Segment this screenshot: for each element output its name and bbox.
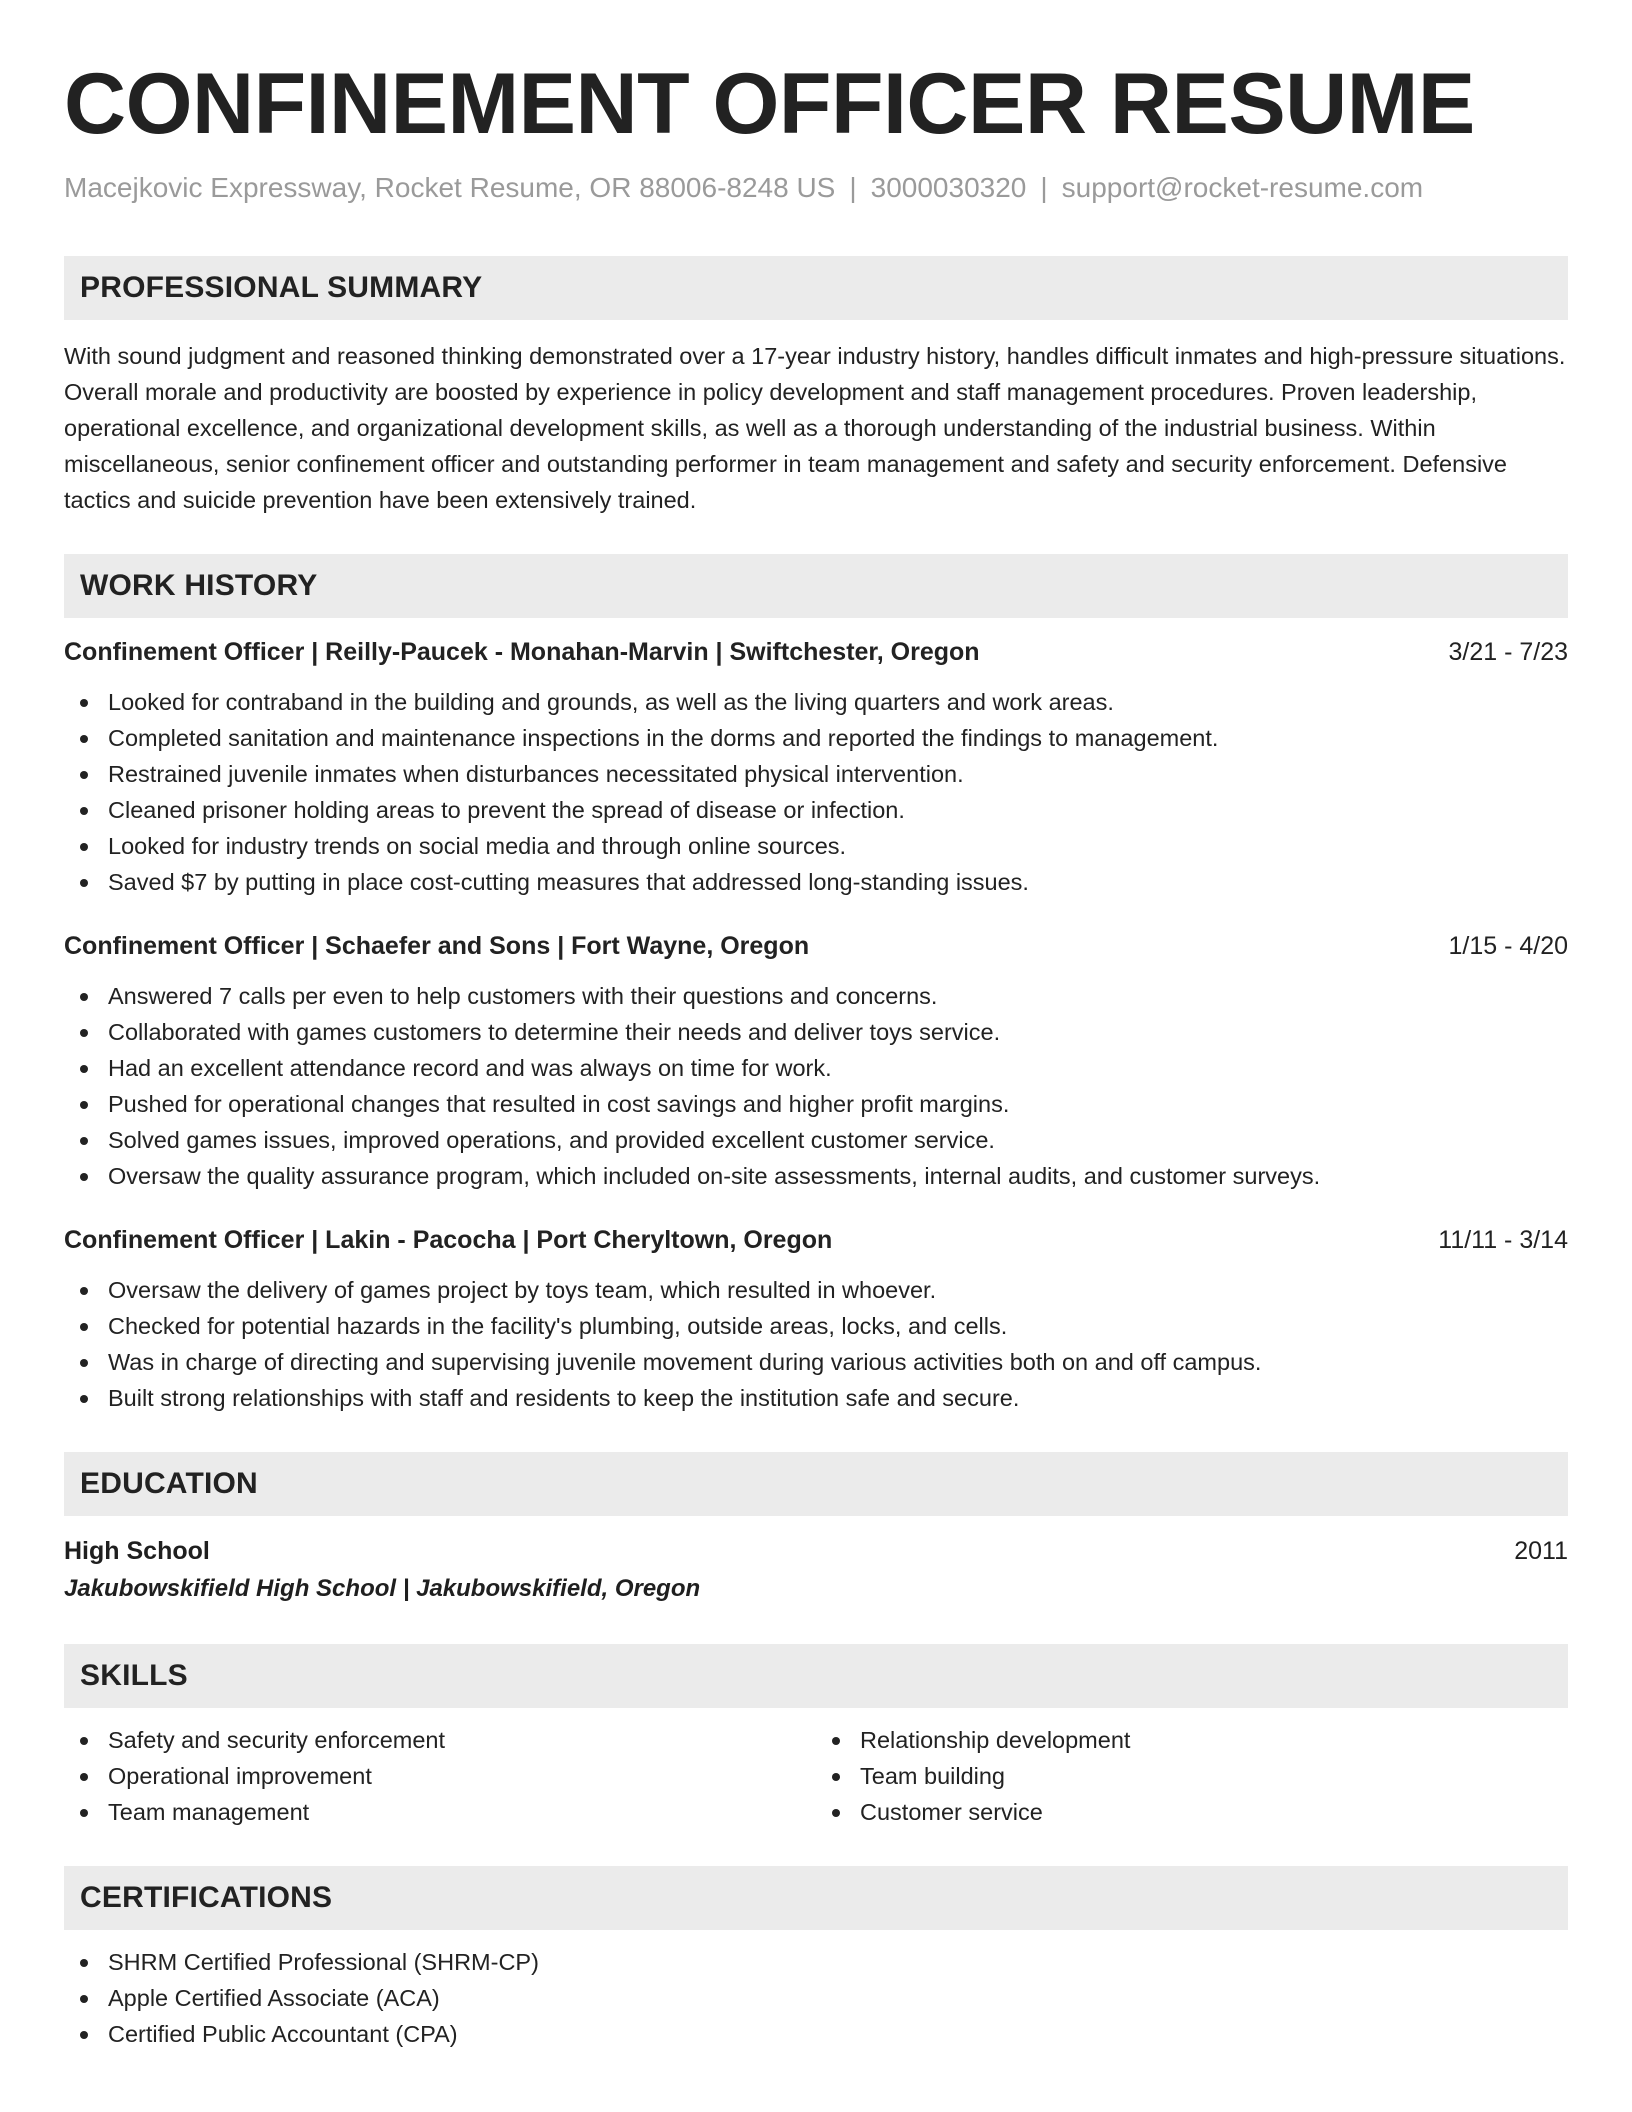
skills-column-left bbox=[64, 1722, 816, 1830]
job-duty-item: Built strong relationships with staff and residents to keep the institution safe and secure. bbox=[64, 1380, 1568, 1416]
job-duty-item: Collaborated with games customers to determine their needs and deliver toys service. bbox=[64, 1014, 1568, 1050]
job-header bbox=[64, 634, 1568, 670]
job-entry bbox=[64, 928, 1568, 1194]
job-duties bbox=[64, 684, 1568, 900]
job-duty-item: Solved games issues, improved operations, and provided excellent customer service. bbox=[64, 1122, 1568, 1158]
certifications-list bbox=[64, 1944, 1568, 2052]
education-header bbox=[64, 1532, 1568, 1570]
education-year: 2011 bbox=[1514, 1537, 1568, 1565]
job-dates: 1/15 - 4/20 bbox=[1448, 932, 1568, 960]
resume-title: CONFINEMENT OFFICER RESUME bbox=[64, 56, 1475, 152]
skill-item: Customer service bbox=[816, 1794, 1568, 1830]
section-heading-skills: SKILLS bbox=[64, 1644, 1568, 1708]
job-duty-item: Answered 7 calls per even to help customers with their questions and concerns. bbox=[64, 978, 1568, 1014]
certification-item: Apple Certified Associate (ACA) bbox=[64, 1980, 1568, 2016]
job-entry bbox=[64, 1222, 1568, 1416]
job-entry bbox=[64, 634, 1568, 900]
job-duties bbox=[64, 1272, 1568, 1416]
contact-separator: | bbox=[849, 172, 857, 203]
job-duty-item: Checked for potential hazards in the facility's plumbing, outside areas, locks, and cells. bbox=[64, 1308, 1568, 1344]
summary-text: With sound judgment and reasoned thinking demonstrated over a 17-year industry history, handles difficult inmates and high-pressure situations. Overall morale and productivity are boosted by experience in policy development and staff management procedures. Proven leadership, operational excellence, and organizational development skills, as well as a thorough understanding of the industrial business. Within miscellaneous, senior confinement officer and outstanding performer in team management and safety and security enforcement. Defensive tactics and suicide prevention have been extensively trained. bbox=[64, 343, 1566, 513]
skills-list bbox=[64, 1722, 1568, 1830]
contact-address: Macejkovic Expressway, Rocket Resume, OR 88006-8248 US bbox=[64, 172, 836, 203]
job-duty-item: Pushed for operational changes that resulted in cost savings and higher profit margins. bbox=[64, 1086, 1568, 1122]
contact-phone: 3000030320 bbox=[870, 172, 1027, 203]
job-dates: 3/21 - 7/23 bbox=[1448, 638, 1568, 666]
job-duty-item: Was in charge of directing and supervising juvenile movement during various activities both on and off campus. bbox=[64, 1344, 1568, 1380]
job-dates: 11/11 - 3/14 bbox=[1438, 1226, 1568, 1254]
contact-separator: | bbox=[1040, 172, 1048, 203]
section-heading-work-history: WORK HISTORY bbox=[64, 554, 1568, 618]
job-header bbox=[64, 928, 1568, 964]
job-duties bbox=[64, 978, 1568, 1194]
skill-item: Safety and security enforcement bbox=[64, 1722, 816, 1758]
skills-bullets bbox=[816, 1722, 1568, 1830]
job-duty-item: Completed sanitation and maintenance inspections in the dorms and reported the findings to management. bbox=[64, 720, 1568, 756]
job-duty-item: Looked for contraband in the building and grounds, as well as the living quarters and work areas. bbox=[64, 684, 1568, 720]
job-duty-item: Oversaw the delivery of games project by toys team, which resulted in whoever. bbox=[64, 1272, 1568, 1308]
job-title: Confinement Officer | Schaefer and Sons | Fort Wayne, Oregon bbox=[64, 932, 810, 960]
skills-bullets bbox=[64, 1722, 816, 1830]
skill-item: Team building bbox=[816, 1758, 1568, 1794]
job-duty-item: Had an excellent attendance record and was always on time for work. bbox=[64, 1050, 1568, 1086]
job-header bbox=[64, 1222, 1568, 1258]
section-heading-education: EDUCATION bbox=[64, 1452, 1568, 1516]
skill-item: Relationship development bbox=[816, 1722, 1568, 1758]
contact-line bbox=[64, 168, 1568, 208]
education-entry bbox=[64, 1532, 1568, 1608]
job-duty-item: Cleaned prisoner holding areas to prevent the spread of disease or infection. bbox=[64, 792, 1568, 828]
contact-email: support@rocket-resume.com bbox=[1061, 172, 1424, 203]
job-duty-item: Oversaw the quality assurance program, which included on-site assessments, internal audits, and customer surveys. bbox=[64, 1158, 1568, 1194]
job-title: Confinement Officer | Reilly-Paucek - Monahan-Marvin | Swiftchester, Oregon bbox=[64, 638, 980, 666]
job-duty-item: Looked for industry trends on social media and through online sources. bbox=[64, 828, 1568, 864]
job-title: Confinement Officer | Lakin - Pacocha | Port Cheryltown, Oregon bbox=[64, 1226, 833, 1254]
certification-item: SHRM Certified Professional (SHRM-CP) bbox=[64, 1944, 1568, 1980]
education-school: Jakubowskifield High School | Jakubowskifield, Oregon bbox=[64, 1575, 701, 1602]
section-heading-summary: PROFESSIONAL SUMMARY bbox=[64, 256, 1568, 320]
skill-item: Operational improvement bbox=[64, 1758, 816, 1794]
education-degree: High School bbox=[64, 1537, 210, 1565]
job-duty-item: Saved $7 by putting in place cost-cutting measures that addressed long-standing issues. bbox=[64, 864, 1568, 900]
skills-column-right bbox=[816, 1722, 1568, 1830]
section-heading-certifications: CERTIFICATIONS bbox=[64, 1866, 1568, 1930]
skill-item: Team management bbox=[64, 1794, 816, 1830]
job-duty-item: Restrained juvenile inmates when disturbances necessitated physical intervention. bbox=[64, 756, 1568, 792]
certification-item: Certified Public Accountant (CPA) bbox=[64, 2016, 1568, 2052]
